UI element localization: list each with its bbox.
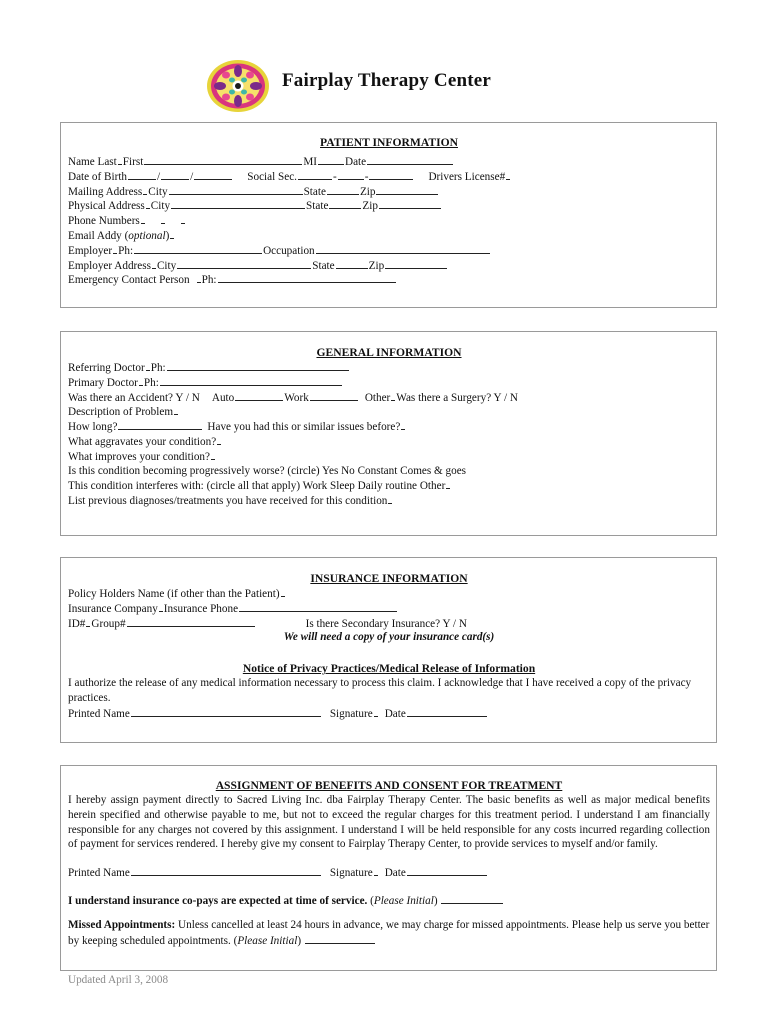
insurance-section-title: INSURANCE INFORMATION [310, 572, 468, 585]
employer-zip-label: Zip [368, 259, 385, 272]
assignment-date-label: Date [384, 867, 406, 880]
employer-state-label: State [312, 259, 335, 272]
missed-appointments-text: Missed Appointments: Unless cancelled at least 24 hours in advance, we may charge for missed appointments. Please help us serve you better by keeping scheduled appointments. (Please Initial) [68, 918, 710, 947]
assignment-printed-name-field[interactable] [131, 865, 321, 876]
dob-slash-2: / [190, 170, 194, 183]
improves-field[interactable] [211, 449, 215, 460]
employer-label: Employer [68, 244, 113, 257]
insurance-information-section [60, 557, 717, 743]
general-section-title: GENERAL INFORMATION [316, 346, 462, 359]
progressively-worse-question: Is this condition becoming progressively worse? (circle) Yes No Constant Comes & goes [68, 464, 467, 477]
ssn-part1-field[interactable] [298, 169, 332, 180]
mailing-zip-label: Zip [359, 185, 376, 198]
date-label: Date [345, 156, 367, 168]
similar-issues-field[interactable] [401, 419, 405, 430]
employer-phone-label: Ph: [118, 244, 134, 257]
other-field[interactable] [391, 390, 395, 401]
mailing-address-field[interactable] [143, 184, 147, 195]
referring-phone-label: Ph: [150, 362, 166, 374]
mailing-state-field[interactable] [327, 184, 359, 195]
email-field[interactable] [170, 228, 174, 239]
employer-city-field[interactable] [177, 258, 311, 269]
group-label: Group# [91, 617, 126, 630]
name-last-field[interactable] [118, 154, 122, 165]
assignment-date-field[interactable] [407, 865, 487, 876]
privacy-printed-name-field[interactable] [131, 706, 321, 717]
email-optional-note: optional [128, 229, 166, 242]
physical-state-field[interactable] [329, 198, 361, 209]
policy-holder-label: Policy Holders Name (if other than the Patient) [68, 588, 280, 600]
physical-address-label: Physical Address [68, 200, 145, 213]
date-field[interactable] [367, 154, 453, 165]
assignment-section-title: ASSIGNMENT OF BENEFITS AND CONSENT FOR TREATMENT [215, 779, 563, 792]
mi-label: MI [303, 156, 317, 168]
description-label: Description of Problem [68, 406, 174, 419]
patient-section-title: PATIENT INFORMATION [320, 136, 458, 149]
work-field[interactable] [310, 390, 358, 401]
mailing-zip-field[interactable] [376, 184, 438, 195]
surgery-label: Was there a Surgery? Y / N [396, 391, 519, 404]
primary-doctor-field[interactable] [139, 375, 143, 386]
referring-doctor-field[interactable] [146, 360, 150, 371]
dob-month-field[interactable] [128, 169, 156, 180]
privacy-signature-field[interactable] [374, 706, 378, 717]
auto-field[interactable] [235, 390, 283, 401]
emergency-contact-label: Emergency Contact Person [68, 274, 190, 287]
how-long-label: How long? [68, 421, 118, 434]
privacy-signature-label: Signature [329, 707, 373, 720]
email-label: Email Addy [68, 229, 122, 242]
form-header [0, 56, 770, 116]
description-field[interactable] [174, 404, 178, 415]
privacy-date-label: Date [384, 707, 406, 720]
employer-field[interactable] [113, 243, 117, 254]
accident-label: Was there an Accident? Y / N [68, 391, 200, 404]
interferes-question: This condition interferes with: (circle all that apply) Work Sleep Daily routine Other [68, 480, 446, 493]
phone-number-3-field[interactable] [181, 213, 185, 224]
primary-phone-label: Ph: [143, 376, 159, 389]
assignment-signature-label: Signature [329, 867, 373, 880]
employer-city-label: City [156, 259, 177, 272]
dob-day-field[interactable] [161, 169, 189, 180]
privacy-notice-title: Notice of Privacy Practices/Medical Release of Information [242, 662, 536, 676]
privacy-notice-text: I authorize the release of any medical information necessary to process this claim. I acknowledge that I have received a copy of the privacy practices. [68, 677, 692, 705]
emergency-phone-field[interactable] [218, 272, 396, 283]
assignment-signature-field[interactable] [374, 865, 378, 876]
drivers-license-label: Drivers License# [428, 170, 506, 183]
id-field[interactable] [86, 616, 90, 627]
drivers-license-field[interactable] [506, 169, 510, 180]
referring-phone-field[interactable] [167, 360, 349, 371]
assignment-text: I hereby assign payment directly to Sacred Living Inc. dba Fairplay Therapy Center. The basic benefits as well as major medical benefits herein specified and otherwise payable to me, but not to exceed the regular charges for this treatment period. I understand I am financially responsible for any charges not covered by this assignment. I understand I will be held responsible for any costs incurred regarding collection of payment for services rendered. I hereby give my consent to Fairplay Therapy Center, to provide services to myself and/or family. [68, 794, 710, 851]
occupation-field[interactable] [316, 243, 490, 254]
aggravates-field[interactable] [217, 434, 221, 445]
insurance-phone-label: Insurance Phone [163, 602, 239, 615]
phone-numbers-label: Phone Numbers [68, 215, 140, 228]
first-name-field[interactable] [144, 154, 302, 165]
updated-date-footer: Updated April 3, 2008 [68, 974, 169, 986]
how-long-field[interactable] [118, 419, 202, 430]
physical-zip-label: Zip [362, 200, 378, 213]
insurance-card-note: We will need a copy of your insurance card(s) [283, 631, 495, 644]
insurance-phone-field[interactable] [239, 601, 397, 612]
ssn-dash-2: - [364, 170, 369, 183]
improves-label: What improves your condition? [68, 450, 210, 463]
group-field[interactable] [127, 616, 255, 627]
ssn-part3-field[interactable] [369, 169, 413, 180]
phone-number-1-field[interactable] [141, 213, 145, 224]
missed-appointments-label: Missed Appointments: [68, 918, 176, 931]
privacy-printed-name-label: Printed Name [68, 707, 130, 720]
mailing-state-label: State [303, 185, 326, 198]
assignment-of-benefits-section: ASSIGNMENT OF BENEFITS AND CONSENT FOR TREATMENT I hereby assign payment directly to Sacred Living Inc. dba Fairplay Therapy Center. The basic benefits as well as major medical benefits herein specified and otherwise payable to me, but not to exceed the regular charges for this treatment period. I understand I am financially responsible for any charges not covered by this assignment. I understand I will be held responsible for any costs incurred regarding collection of payment for services rendered. I hereby give my consent to Fairplay Therapy Center, to provide services to myself and/or family. Printed Name Signature Date I understand insurance co-pays are expected at time of service. ( Please Initial ) Missed Appointments: Unless cancelled at least 24 hours in advance, we may charge for missed appointments. Please help us serve you better by keeping scheduled appointments. (Please Initial) [60, 765, 717, 971]
mailing-address-label: Mailing Address [68, 185, 143, 198]
dob-label: Date of Birth [68, 170, 128, 183]
physical-city-label: City [150, 200, 171, 213]
primary-phone-field[interactable] [160, 375, 342, 386]
dob-slash-1: / [157, 170, 161, 183]
emergency-contact-field[interactable] [197, 272, 201, 283]
name-last-label: Name Last [68, 156, 117, 168]
dob-year-field[interactable] [194, 169, 232, 180]
phone-number-2-field[interactable] [161, 213, 165, 224]
physical-address-field[interactable] [146, 198, 150, 209]
employer-address-label: Employer Address [68, 259, 151, 272]
privacy-date-field[interactable] [407, 706, 487, 717]
copay-initial-label: Please Initial [373, 894, 434, 907]
aggravates-label: What aggravates your condition? [68, 435, 217, 448]
emergency-phone-label: Ph: [201, 274, 217, 287]
other-label: Other [364, 391, 391, 404]
previous-diagnoses-field[interactable] [388, 493, 392, 504]
similar-issues-label: Have you had this or similar issues before? [207, 421, 401, 434]
employer-address-field[interactable] [152, 258, 156, 269]
ssn-dash-1: - [332, 170, 337, 183]
missed-initial-field[interactable] [305, 933, 375, 944]
interferes-other-field[interactable] [446, 478, 450, 489]
mailing-city-field[interactable] [169, 184, 303, 195]
insurance-company-field[interactable] [159, 601, 163, 612]
missed-initial-label: Please Initial [237, 934, 298, 947]
mailing-city-label: City [148, 185, 168, 198]
mi-field[interactable] [318, 154, 344, 165]
auto-label: Auto [211, 391, 235, 404]
secondary-insurance-question: Is there Secondary Insurance? Y / N [305, 617, 467, 630]
employer-state-field[interactable] [336, 258, 368, 269]
copay-statement: I understand insurance co-pays are expected at time of service. [68, 894, 368, 907]
previous-diagnoses-label: List previous diagnoses/treatments you have received for this condition [68, 495, 388, 508]
first-name-label: First [122, 156, 144, 168]
id-label: ID# [68, 617, 86, 630]
general-information-section [60, 331, 717, 536]
physical-zip-field[interactable] [379, 198, 441, 209]
employer-phone-field[interactable] [134, 243, 262, 254]
policy-holder-field[interactable] [281, 586, 285, 597]
occupation-label: Occupation [263, 244, 315, 257]
mandala-logo-icon [205, 58, 271, 114]
copay-initial-field[interactable] [441, 893, 503, 904]
work-label: Work [284, 391, 309, 404]
page-title: Fairplay Therapy Center [282, 70, 492, 91]
ssn-part2-field[interactable] [338, 169, 364, 180]
insurance-company-label: Insurance Company [68, 602, 158, 615]
primary-doctor-label: Primary Doctor [68, 376, 138, 389]
employer-zip-field[interactable] [385, 258, 447, 269]
patient-information-section: PATIENT INFORMATION Name Last First MI Date Date of Birth / / Social Sec. - - Drivers License# Mailing Address City State Zip Physical Address City State Zip Phone Numbers Email Addy ( optional ) Employer Ph: Occupation Employer Address City State Zip Emergency Contact Person Ph: [60, 122, 717, 308]
physical-city-field[interactable] [171, 198, 305, 209]
referring-doctor-label: Referring Doctor [68, 362, 145, 374]
assignment-printed-name-label: Printed Name [68, 867, 130, 880]
ssn-label: Social Sec. [247, 170, 297, 183]
physical-state-label: State [306, 200, 329, 213]
missed-appointments-body: Unless cancelled at least 24 hours in advance, we may charge for missed appointments. Please help us serve you better by keeping scheduled appointments. [68, 918, 710, 947]
